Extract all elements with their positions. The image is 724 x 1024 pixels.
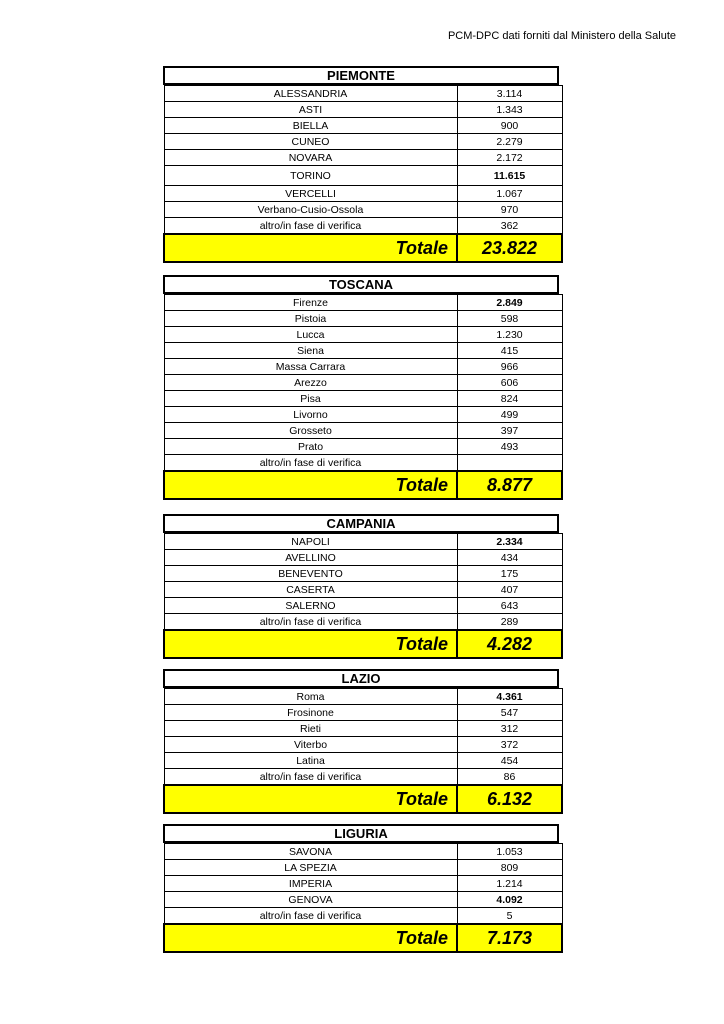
total-row: [164, 630, 562, 658]
province-name: Livorno: [164, 407, 457, 423]
province-value: 11.615: [457, 166, 562, 186]
province-name: Pisa: [164, 391, 457, 407]
table-row: [164, 311, 562, 327]
province-name: Verbano-Cusio-Ossola: [164, 202, 457, 218]
table-row: [164, 844, 562, 860]
province-value: 900: [457, 118, 562, 134]
table-row: [164, 908, 562, 925]
total-row: [164, 785, 562, 813]
province-value: 966: [457, 359, 562, 375]
province-value: 2.279: [457, 134, 562, 150]
table-row: [164, 439, 562, 455]
province-value: 606: [457, 375, 562, 391]
province-name: Rieti: [164, 721, 457, 737]
province-value: 362: [457, 218, 562, 235]
total-label: Totale: [164, 630, 457, 658]
province-value: 598: [457, 311, 562, 327]
table-row: [164, 753, 562, 769]
province-table: [163, 85, 563, 263]
total-value: 6.132: [457, 785, 562, 813]
province-name: GENOVA: [164, 892, 457, 908]
province-name: Prato: [164, 439, 457, 455]
province-name: CASERTA: [164, 582, 457, 598]
total-value: 23.822: [457, 234, 562, 262]
total-label: Totale: [164, 471, 457, 499]
table-row: [164, 118, 562, 134]
province-value: 2.172: [457, 150, 562, 166]
province-value: 5: [457, 908, 562, 925]
province-name: SALERNO: [164, 598, 457, 614]
table-row: [164, 102, 562, 118]
total-value: 7.173: [457, 924, 562, 952]
region-title: LAZIO: [163, 669, 559, 688]
table-row: [164, 423, 562, 439]
province-value: 4.361: [457, 689, 562, 705]
province-name: Firenze: [164, 295, 457, 311]
province-value: 415: [457, 343, 562, 359]
province-value: 2.849: [457, 295, 562, 311]
total-label: Totale: [164, 924, 457, 952]
document-header: PCM-DPC dati forniti dal Ministero della Salute: [447, 30, 676, 42]
province-value: 434: [457, 550, 562, 566]
province-value: 289: [457, 614, 562, 631]
province-value: 1.230: [457, 327, 562, 343]
province-name: altro/in fase di verifica: [164, 908, 457, 925]
province-name: IMPERIA: [164, 876, 457, 892]
province-name: BENEVENTO: [164, 566, 457, 582]
province-name: CUNEO: [164, 134, 457, 150]
province-table: [163, 688, 563, 814]
table-row: [164, 550, 562, 566]
province-name: Massa Carrara: [164, 359, 457, 375]
province-table: [163, 294, 563, 500]
province-value: 499: [457, 407, 562, 423]
total-value: 4.282: [457, 630, 562, 658]
total-value: 8.877: [457, 471, 562, 499]
table-row: [164, 566, 562, 582]
province-value: 1.214: [457, 876, 562, 892]
table-row: [164, 860, 562, 876]
table-row: [164, 614, 562, 631]
province-name: Frosinone: [164, 705, 457, 721]
province-name: TORINO: [164, 166, 457, 186]
region-campania: [163, 514, 559, 659]
total-label: Totale: [164, 785, 457, 813]
table-row: [164, 407, 562, 423]
province-name: altro/in fase di verifica: [164, 455, 457, 472]
table-row: [164, 876, 562, 892]
table-row: [164, 327, 562, 343]
table-row: [164, 186, 562, 202]
province-name: altro/in fase di verifica: [164, 614, 457, 631]
province-name: LA SPEZIA: [164, 860, 457, 876]
province-name: BIELLA: [164, 118, 457, 134]
table-row: [164, 166, 562, 186]
province-name: NAPOLI: [164, 534, 457, 550]
province-name: Roma: [164, 689, 457, 705]
province-value: 1.067: [457, 186, 562, 202]
province-value: 312: [457, 721, 562, 737]
table-row: [164, 737, 562, 753]
province-name: Latina: [164, 753, 457, 769]
table-row: [164, 892, 562, 908]
province-name: Grosseto: [164, 423, 457, 439]
province-value: [457, 455, 562, 472]
province-name: altro/in fase di verifica: [164, 769, 457, 786]
province-name: ASTI: [164, 102, 457, 118]
table-row: [164, 721, 562, 737]
province-name: Viterbo: [164, 737, 457, 753]
region-title: TOSCANA: [163, 275, 559, 294]
province-name: ALESSANDRIA: [164, 86, 457, 102]
total-row: [164, 924, 562, 952]
province-value: 4.092: [457, 892, 562, 908]
province-value: 2.334: [457, 534, 562, 550]
table-row: [164, 534, 562, 550]
province-value: 809: [457, 860, 562, 876]
province-name: VERCELLI: [164, 186, 457, 202]
province-table: [163, 843, 563, 953]
table-row: [164, 343, 562, 359]
province-value: 1.053: [457, 844, 562, 860]
region-title: CAMPANIA: [163, 514, 559, 533]
province-value: 372: [457, 737, 562, 753]
province-value: 407: [457, 582, 562, 598]
table-row: [164, 150, 562, 166]
province-name: altro/in fase di verifica: [164, 218, 457, 235]
province-value: 970: [457, 202, 562, 218]
table-row: [164, 218, 562, 235]
province-value: 454: [457, 753, 562, 769]
region-liguria: [163, 824, 559, 953]
table-row: [164, 769, 562, 786]
province-name: Arezzo: [164, 375, 457, 391]
table-row: [164, 295, 562, 311]
province-table: [163, 533, 563, 659]
province-value: 1.343: [457, 102, 562, 118]
total-row: [164, 234, 562, 262]
table-row: [164, 359, 562, 375]
table-row: [164, 375, 562, 391]
table-row: [164, 134, 562, 150]
table-row: [164, 598, 562, 614]
table-row: [164, 86, 562, 102]
province-value: 397: [457, 423, 562, 439]
table-row: [164, 582, 562, 598]
province-value: 86: [457, 769, 562, 786]
province-name: Lucca: [164, 327, 457, 343]
province-name: Siena: [164, 343, 457, 359]
province-name: Pistoia: [164, 311, 457, 327]
total-row: [164, 471, 562, 499]
region-lazio: [163, 669, 559, 814]
province-value: 643: [457, 598, 562, 614]
province-name: SAVONA: [164, 844, 457, 860]
table-row: [164, 689, 562, 705]
province-value: 175: [457, 566, 562, 582]
province-value: 3.114: [457, 86, 562, 102]
region-toscana: [163, 275, 559, 500]
table-row: [164, 391, 562, 407]
table-row: [164, 455, 562, 472]
province-name: NOVARA: [164, 150, 457, 166]
province-value: 547: [457, 705, 562, 721]
table-row: [164, 202, 562, 218]
table-row: [164, 705, 562, 721]
total-label: Totale: [164, 234, 457, 262]
region-title: PIEMONTE: [163, 66, 559, 85]
province-value: 824: [457, 391, 562, 407]
province-value: 493: [457, 439, 562, 455]
province-name: AVELLINO: [164, 550, 457, 566]
region-title: LIGURIA: [163, 824, 559, 843]
region-piemonte: [163, 66, 559, 263]
